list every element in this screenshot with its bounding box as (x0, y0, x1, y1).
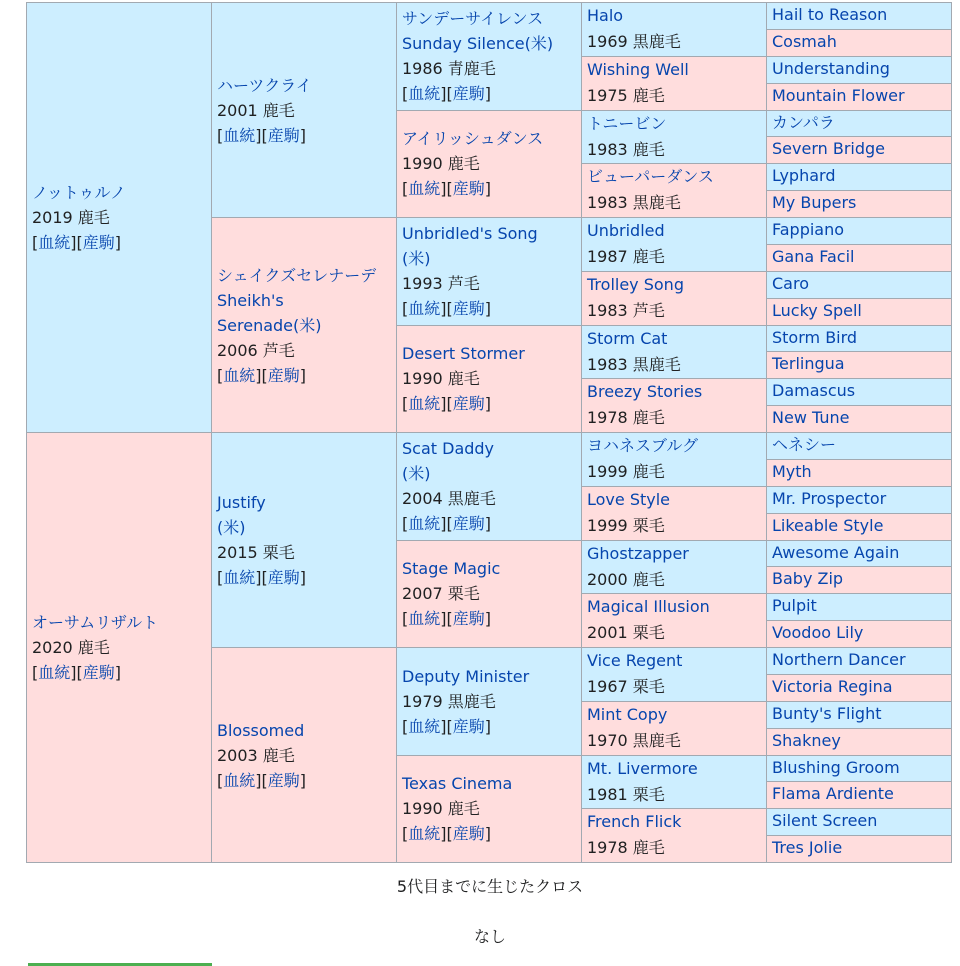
offspring-link[interactable]: 産駒 (452, 514, 485, 534)
horse-name-link[interactable]: Terlingua (772, 354, 845, 374)
horse-name-link[interactable]: Severn Bridge (772, 139, 885, 159)
horse-name-link[interactable]: Deputy Minister (402, 666, 530, 686)
horse-name-line-2 (402, 461, 576, 486)
horse-name-link[interactable]: Vice Regent (587, 651, 683, 670)
horse-name-link[interactable]: French Flick (587, 812, 682, 832)
offspring-link[interactable]: 産駒 (452, 609, 485, 629)
gen3-ancestor-3 (396, 217, 582, 326)
horse-year-color: 2006 芦毛 (217, 340, 295, 360)
horse-name-link[interactable]: Trolley Song (587, 274, 684, 294)
horse-year-color: 1983 芦毛 (587, 300, 665, 320)
horse-links: [血統][産駒] (402, 394, 492, 414)
offspring-link[interactable]: 産駒 (267, 770, 300, 790)
horse-name-link[interactable]: Desert Stormer (402, 344, 525, 364)
gen4-ancestor-15 (581, 755, 767, 810)
horse-links: [血統][産駒] (32, 233, 122, 252)
horse-year-color: 1983 黒鹿毛 (587, 354, 681, 374)
offspring-link[interactable]: 産駒 (452, 824, 485, 844)
horse-year-color: 1990 鹿毛 (402, 799, 480, 819)
pedigree-link[interactable]: 血統 (38, 663, 71, 682)
pedigree-link[interactable]: 血統 (408, 514, 441, 534)
horse-name-link[interactable]: Likeable Style (772, 515, 884, 535)
horse-origin-link[interactable]: Sheikh's Serenade(米) (217, 290, 322, 335)
horse-name-link[interactable]: Caro (772, 273, 809, 293)
horse-year-color: 2007 栗毛 (402, 584, 480, 604)
horse-name-link[interactable]: トニービン (587, 113, 667, 133)
horse-name-link[interactable]: Halo (587, 6, 624, 25)
gen5-ancestor-13 (766, 325, 952, 353)
gen4-ancestor-3 (581, 110, 767, 165)
gen5-ancestor-3 (766, 56, 952, 84)
gen5-ancestor-32 (766, 835, 952, 863)
horse-year-color: 2001 鹿毛 (217, 100, 295, 120)
pedigree-link[interactable]: 血統 (408, 179, 441, 199)
horse-name-link[interactable]: Texas Cinema (402, 774, 513, 794)
gen5-ancestor-30 (766, 781, 952, 809)
horse-year-color: 2001 栗毛 (587, 623, 665, 643)
horse-year-color: 1990 鹿毛 (402, 154, 480, 174)
horse-name-line (402, 664, 576, 689)
horse-links: [血統][産駒] (402, 716, 492, 736)
gen5-ancestor-25 (766, 647, 952, 675)
horse-year-color: 1978 鹿毛 (587, 838, 665, 858)
horse-name-link[interactable]: Silent Screen (772, 811, 878, 831)
inbreeding-cross-value: なし (473, 927, 506, 946)
gen3-ancestor-7 (396, 647, 582, 756)
horse-year-color: 1987 鹿毛 (587, 247, 665, 266)
gen4-ancestor-16 (581, 808, 767, 863)
horse-name-link[interactable]: Storm Bird (772, 327, 858, 347)
horse-name-link[interactable]: Blossomed (217, 720, 305, 740)
horse-name-line (587, 57, 761, 83)
horse-name-line (402, 436, 576, 461)
horse-name-line (587, 809, 761, 835)
gen4-ancestor-2 (581, 56, 767, 111)
horse-name-link[interactable]: Ghostzapper (587, 543, 689, 563)
horse-name-line (587, 594, 761, 620)
horse-name-line (402, 341, 576, 366)
horse-name-link[interactable]: Understanding (772, 58, 890, 78)
horse-name-link[interactable]: Fappiano (772, 220, 845, 239)
horse-name-line (587, 541, 761, 567)
horse-year-color: 1978 鹿毛 (587, 408, 665, 428)
gen1-ancestor-1 (26, 2, 212, 433)
horse-name-link[interactable]: Love Style (587, 489, 671, 509)
gen2-ancestor-1 (211, 2, 397, 218)
horse-year-color: 2015 栗毛 (217, 543, 295, 562)
horse-name-link[interactable]: Unbridled (587, 221, 665, 240)
gen5-ancestor-28 (766, 728, 952, 756)
horse-year-color: 1993 芦毛 (402, 274, 480, 294)
horse-name-link[interactable]: New Tune (772, 408, 850, 428)
gen4-ancestor-10 (581, 486, 767, 541)
horse-origin-link[interactable]: Sunday Silence(米) (402, 34, 554, 54)
offspring-link[interactable]: 産駒 (267, 365, 300, 385)
gen4-ancestor-8 (581, 378, 767, 433)
pedigree-link[interactable]: 血統 (408, 824, 441, 844)
horse-name-line (587, 272, 761, 298)
horse-name-line (587, 702, 761, 728)
gen2-ancestor-3 (211, 432, 397, 648)
horse-year-color: 1986 青鹿毛 (402, 59, 496, 79)
gen4-ancestor-12 (581, 593, 767, 648)
horse-name-link[interactable]: ヨハネスブルグ (587, 436, 699, 455)
gen4-ancestor-7 (581, 325, 767, 380)
horse-name-link[interactable]: Justify (217, 493, 266, 512)
offspring-link[interactable]: 産駒 (82, 233, 115, 252)
horse-links: [血統][産駒] (402, 824, 492, 844)
gen5-ancestor-1 (766, 2, 952, 30)
horse-links: [血統][産駒] (217, 568, 307, 587)
horse-name-link[interactable]: Cosmah (772, 31, 837, 51)
horse-year-color: 1979 黒鹿毛 (402, 691, 496, 711)
horse-links: [血統][産駒] (402, 609, 492, 629)
horse-links: [血統][産駒] (402, 179, 492, 199)
gen4-ancestor-5 (581, 217, 767, 272)
gen5-ancestor-18 (766, 459, 952, 487)
horse-name-link[interactable]: Awesome Again (772, 542, 900, 562)
horse-links: [血統][産駒] (217, 770, 307, 790)
gen5-ancestor-10 (766, 244, 952, 272)
gen5-ancestor-29 (766, 755, 952, 783)
gen5-ancestor-7 (766, 163, 952, 191)
horse-name-link[interactable]: ハーツクライ (217, 75, 312, 95)
gen5-ancestor-14 (766, 351, 952, 379)
horse-name-line (32, 180, 206, 205)
horse-name-line (587, 326, 761, 352)
horse-name-link[interactable]: Magical Illusion (587, 597, 710, 617)
horse-name-link[interactable]: アイリッシュダンス (402, 129, 544, 149)
horse-links: [血統][産駒] (402, 514, 492, 534)
gen5-ancestor-26 (766, 674, 952, 702)
pedigree-link[interactable]: 血統 (408, 609, 441, 629)
gen5-ancestor-22 (766, 566, 952, 594)
gen5-ancestor-8 (766, 190, 952, 218)
horse-year-color: 1983 鹿毛 (587, 139, 665, 159)
horse-links: [血統][産駒] (217, 125, 307, 145)
pedigree-link[interactable]: 血統 (408, 394, 441, 414)
horse-year-color: 2020 鹿毛 (32, 638, 110, 657)
horse-name-line (402, 221, 576, 246)
horse-name-link[interactable]: Myth (772, 461, 812, 481)
gen5-ancestor-16 (766, 405, 952, 433)
pedigree-link[interactable]: 血統 (38, 233, 71, 252)
horse-name-link[interactable]: Scat Daddy (402, 439, 495, 459)
horse-year-color: 1999 鹿毛 (587, 462, 665, 481)
gen5-ancestor-11 (766, 271, 952, 299)
horse-name-line (402, 126, 576, 151)
horse-name-link[interactable]: Shakney (772, 730, 841, 750)
horse-name-link[interactable]: Lucky Spell (772, 300, 862, 320)
gen5-ancestor-31 (766, 808, 952, 836)
pedigree-link[interactable]: 血統 (408, 84, 441, 104)
pedigree-link[interactable]: 血統 (223, 770, 256, 790)
gen5-ancestor-9 (766, 217, 952, 245)
horse-links: [血統][産駒] (32, 663, 122, 682)
offspring-link[interactable]: 産駒 (452, 394, 485, 414)
gen4-ancestor-14 (581, 701, 767, 756)
horse-name-link[interactable]: Voodoo Lily (772, 623, 864, 643)
horse-name-line (217, 490, 391, 515)
horse-name-link[interactable]: シェイクズセレナーデ (217, 265, 377, 285)
horse-name-link[interactable]: My Bupers (772, 193, 857, 213)
horse-name-line (32, 610, 206, 635)
horse-year-color: 1970 黒鹿毛 (587, 730, 681, 750)
gen5-ancestor-15 (766, 378, 952, 406)
pedigree-link[interactable]: 血統 (408, 299, 441, 319)
horse-links: [血統][産駒] (402, 84, 492, 104)
horse-name-link[interactable]: Mr. Prospector (772, 488, 887, 508)
gen2-ancestor-2 (211, 217, 397, 433)
horse-year-color: 1975 鹿毛 (587, 85, 665, 105)
horse-year-color: 1983 黒鹿毛 (587, 193, 681, 213)
offspring-link[interactable]: 産駒 (267, 568, 300, 587)
horse-name-link[interactable]: Hail to Reason (772, 5, 888, 24)
pedigree-link[interactable]: 血統 (223, 125, 256, 145)
gen5-ancestor-23 (766, 593, 952, 621)
gen3-ancestor-1 (396, 2, 582, 111)
horse-name-link[interactable]: Victoria Regina (772, 676, 893, 696)
gen1-ancestor-2 (26, 432, 212, 863)
horse-name-link[interactable]: Stage Magic (402, 559, 501, 579)
horse-links: [血統][産駒] (217, 365, 307, 385)
pedigree-link[interactable]: 血統 (408, 716, 441, 736)
pedigree-link[interactable]: 血統 (223, 365, 256, 385)
horse-name-line (402, 6, 576, 31)
gen5-ancestor-21 (766, 540, 952, 568)
horse-name-line-2 (217, 515, 391, 540)
horse-name-link[interactable]: Mt. Livermore (587, 758, 698, 778)
gen5-ancestor-6 (766, 136, 952, 164)
horse-name-link[interactable]: Flama Ardiente (772, 784, 894, 804)
horse-name-link[interactable]: Gana Facil (772, 246, 855, 266)
horse-name-line (587, 756, 761, 782)
gen3-ancestor-5 (396, 432, 582, 541)
horse-origin-link[interactable]: (米) (217, 518, 246, 537)
horse-name-line (587, 164, 761, 190)
pedigree-link[interactable]: 血統 (223, 568, 256, 587)
horse-year-color: 2019 鹿毛 (32, 208, 110, 227)
horse-name-link[interactable]: Mint Copy (587, 704, 668, 724)
horse-name-line (587, 111, 761, 137)
offspring-link[interactable]: 産駒 (452, 716, 485, 736)
horse-name-line (587, 648, 761, 674)
gen3-ancestor-2 (396, 110, 582, 219)
horse-name-line-2 (402, 246, 576, 271)
horse-name-link[interactable]: ノットゥルノ (32, 183, 126, 202)
horse-name-link[interactable]: Breezy Stories (587, 382, 703, 402)
horse-origin-link[interactable]: (米) (402, 464, 431, 484)
offspring-link[interactable]: 産駒 (452, 84, 485, 104)
gen3-ancestor-6 (396, 540, 582, 649)
horse-name-line (587, 379, 761, 405)
inbreeding-cross-heading: 5代目までに生じたクロス (396, 877, 584, 896)
gen5-ancestor-12 (766, 298, 952, 326)
horse-year-color: 1981 栗毛 (587, 784, 665, 804)
horse-name-link[interactable]: Bunty's Flight (772, 703, 882, 723)
horse-name-line (587, 487, 761, 513)
horse-name-link[interactable]: Pulpit (772, 596, 817, 616)
horse-name-link[interactable]: Damascus (772, 381, 856, 401)
gen5-ancestor-20 (766, 513, 952, 541)
gen4-ancestor-4 (581, 163, 767, 218)
horse-name-line-2 (217, 288, 391, 338)
pedigree-table (26, 2, 952, 862)
horse-year-color: 2003 鹿毛 (217, 745, 295, 765)
horse-name-line (587, 218, 761, 244)
horse-name-line-2 (402, 31, 576, 56)
horse-name-link[interactable]: Blushing Groom (772, 757, 900, 777)
horse-name-link[interactable]: カンパラ (772, 112, 835, 132)
gen3-ancestor-4 (396, 325, 582, 434)
horse-name-link[interactable]: ヘネシー (772, 435, 837, 454)
horse-name-link[interactable]: ビューパーダンス (587, 167, 714, 187)
horse-name-line (217, 718, 391, 743)
offspring-link[interactable]: 産駒 (82, 663, 115, 682)
horse-name-link[interactable]: Mountain Flower (772, 85, 905, 105)
horse-year-color: 1969 黒鹿毛 (587, 32, 681, 51)
horse-name-link[interactable]: Northern Dancer (772, 650, 906, 669)
horse-links: [血統][産駒] (402, 299, 492, 319)
offspring-link[interactable]: 産駒 (267, 125, 300, 145)
horse-year-color: 1967 栗毛 (587, 677, 665, 696)
horse-year-color: 1990 鹿毛 (402, 369, 480, 389)
horse-name-line (217, 263, 391, 288)
horse-origin-link[interactable]: (米) (402, 249, 431, 269)
horse-year-color: 2004 黒鹿毛 (402, 489, 496, 509)
horse-name-line (587, 3, 761, 29)
gen4-ancestor-9 (581, 432, 767, 487)
gen5-ancestor-2 (766, 29, 952, 57)
gen5-ancestor-5 (766, 110, 952, 138)
gen5-ancestor-17 (766, 432, 952, 460)
horse-year-color: 1999 栗毛 (587, 515, 665, 535)
horse-name-link[interactable]: Tres Jolie (772, 838, 843, 858)
offspring-link[interactable]: 産駒 (452, 299, 485, 319)
gen2-ancestor-4 (211, 647, 397, 863)
horse-name-link[interactable]: Storm Cat (587, 328, 668, 348)
gen5-ancestor-19 (766, 486, 952, 514)
gen5-ancestor-24 (766, 620, 952, 648)
gen5-ancestor-27 (766, 701, 952, 729)
gen4-ancestor-6 (581, 271, 767, 326)
gen3-ancestor-8 (396, 755, 582, 864)
horse-name-link[interactable]: Lyphard (772, 166, 836, 186)
horse-name-link[interactable]: Wishing Well (587, 59, 689, 79)
horse-name-link[interactable]: Baby Zip (772, 569, 844, 589)
horse-year-color: 2000 鹿毛 (587, 569, 665, 589)
horse-name-line (402, 771, 576, 796)
gen4-ancestor-1 (581, 2, 767, 57)
horse-name-line (217, 73, 391, 98)
horse-name-link[interactable]: オーサムリザルト (32, 613, 159, 632)
gen4-ancestor-11 (581, 540, 767, 595)
horse-name-line (587, 433, 761, 459)
gen4-ancestor-13 (581, 647, 767, 702)
gen5-ancestor-4 (766, 83, 952, 111)
horse-name-link[interactable]: Unbridled's Song (402, 224, 538, 244)
offspring-link[interactable]: 産駒 (452, 179, 485, 199)
horse-name-link[interactable]: サンデーサイレンス (402, 9, 544, 29)
horse-name-line (402, 556, 576, 581)
